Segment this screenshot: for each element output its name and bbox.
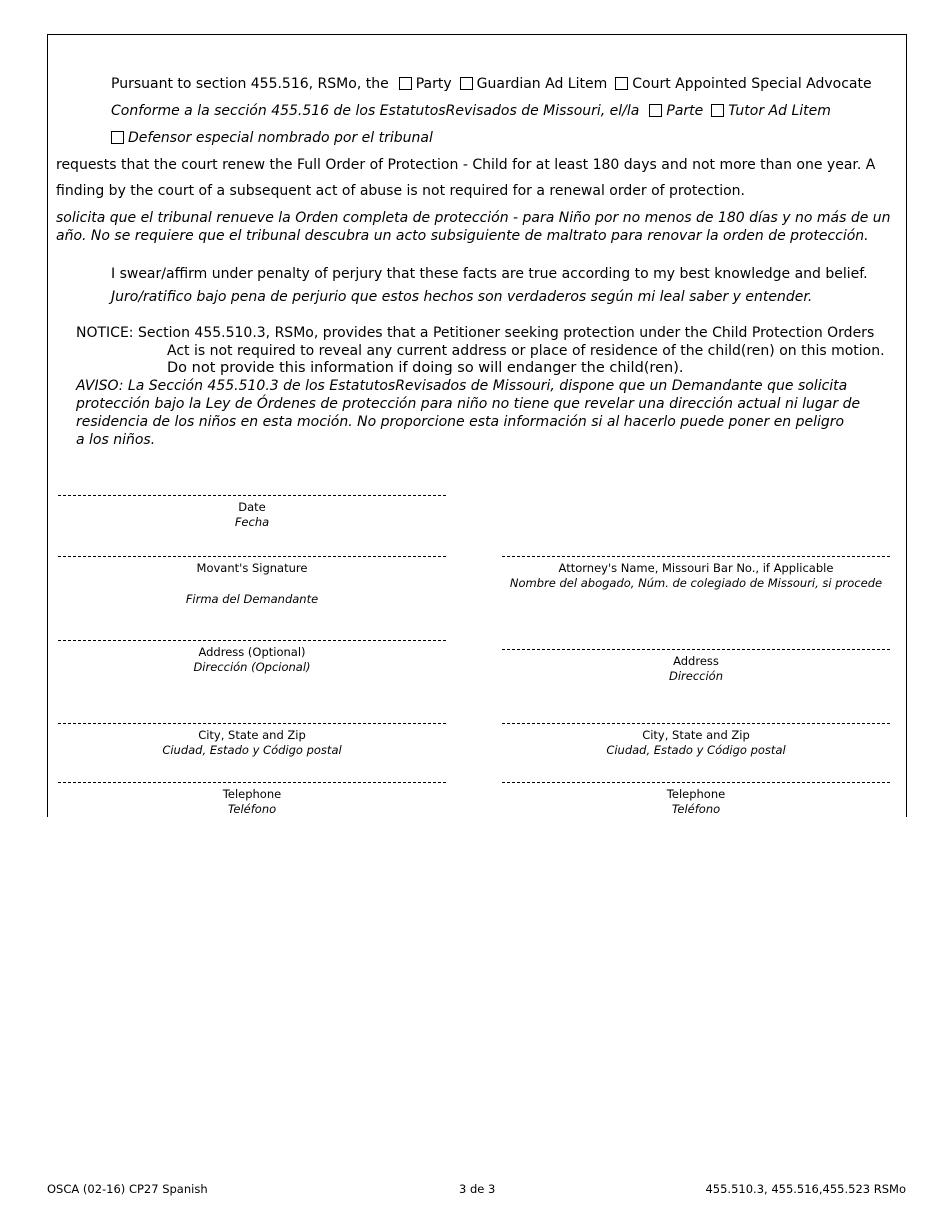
intro-es-line-2 <box>111 130 433 146</box>
movant-signature-label-es: Firma del Demandante <box>185 591 319 606</box>
defensor-label: Defensor especial nombrado por el tribunal <box>128 130 433 146</box>
telephone-right-label-es: Teléfono <box>671 801 721 816</box>
footer-page-number: 3 de 3 <box>459 1182 496 1196</box>
casa-label: Court Appointed Special Advocate <box>632 76 872 92</box>
notice-line-3: Do not provide this information if doing so will endanger the child(ren). <box>167 360 684 376</box>
telephone-left-field[interactable] <box>58 782 446 816</box>
party-label: Party <box>415 76 452 92</box>
footer-form-id: OSCA (02-16) CP27 Spanish <box>47 1182 208 1196</box>
party-checkbox[interactable] <box>399 77 412 90</box>
request-es-line-1: solicita que el tribunal renueve la Orden completa de protección - para Niño por no menos de 180 días y no más de un <box>56 210 891 226</box>
city-state-zip-right-field[interactable] <box>502 723 890 757</box>
guardian-ad-litem-label: Guardian Ad Litem <box>476 76 608 92</box>
notice-line-2: Act is not required to reveal any current address or place of residence of the child(ren) on this motion. <box>167 343 885 359</box>
aviso-line-4: a los niños. <box>76 432 156 448</box>
parte-checkbox[interactable] <box>649 104 662 117</box>
city-state-zip-right-label-es: Ciudad, Estado y Código postal <box>606 742 786 757</box>
request-en-line-2: finding by the court of a subsequent act of abuse is not required for a renewal order of protection. <box>56 183 745 199</box>
address-right-label: Address <box>673 654 719 668</box>
attorney-label: Attorney's Name, Missouri Bar No., if Applicable <box>558 561 834 575</box>
telephone-right-label: Telephone <box>666 787 726 801</box>
city-state-zip-left-label-es: Ciudad, Estado y Código postal <box>162 742 342 757</box>
aviso-line-2: protección bajo la Ley de Órdenes de protección para niño no tiene que revelar una dirección actual ni lugar de <box>76 396 861 412</box>
city-state-zip-right-label: City, State and Zip <box>642 728 750 742</box>
address-right-field[interactable] <box>502 649 890 683</box>
telephone-left-label: Telephone <box>222 787 282 801</box>
oath-es: Juro/ratifico bajo pena de perjurio que estos hechos son verdaderos según mi leal saber y entender. <box>111 289 813 305</box>
telephone-right-field[interactable] <box>502 782 890 816</box>
intro-es-line <box>111 103 831 119</box>
parte-label: Parte <box>666 103 704 119</box>
request-en-line-1: requests that the court renew the Full Order of Protection - Child for at least 180 days and not more than one year. A <box>56 157 876 173</box>
guardian-ad-litem-checkbox[interactable] <box>460 77 473 90</box>
date-field[interactable] <box>58 495 446 529</box>
notice-line-1: NOTICE: Section 455.510.3, RSMo, provides that a Petitioner seeking protection under the Child Protection Orders <box>76 325 875 341</box>
date-label: Date <box>238 500 266 514</box>
aviso-line-3: residencia de los niños en esta moción. No proporcione esta información si al hacerlo puede poner en peligro <box>76 414 845 430</box>
address-optional-field[interactable] <box>58 640 446 674</box>
defensor-checkbox[interactable] <box>111 131 124 144</box>
address-right-label-es: Dirección <box>668 668 724 683</box>
aviso-line-1: AVISO: La Sección 455.510.3 de los EstatutosRevisados de Missouri, dispone que un Demandante que solicita <box>76 378 848 394</box>
telephone-left-label-es: Teléfono <box>227 801 277 816</box>
movant-signature-field[interactable] <box>58 556 446 606</box>
date-label-es: Fecha <box>234 514 270 529</box>
footer-statutes: 455.510.3, 455.516,455.523 RSMo <box>705 1182 906 1196</box>
intro-en-line <box>111 76 872 92</box>
oath-en: I swear/affirm under penalty of perjury that these facts are true according to my best knowledge and belief. <box>111 266 868 282</box>
movant-signature-label: Movant's Signature <box>196 561 308 575</box>
attorney-label-es: Nombre del abogado, Núm. de colegiado de Missouri, si procede <box>509 575 883 590</box>
address-optional-label-es: Dirección (Opcional) <box>193 659 311 674</box>
city-state-zip-left-field[interactable] <box>58 723 446 757</box>
tutor-ad-litem-checkbox[interactable] <box>711 104 724 117</box>
city-state-zip-left-label: City, State and Zip <box>198 728 306 742</box>
tutor-ad-litem-label: Tutor Ad Litem <box>728 103 831 119</box>
intro-en-prefix: Pursuant to section 455.516, RSMo, the <box>111 76 389 92</box>
attorney-field[interactable] <box>502 556 890 590</box>
casa-checkbox[interactable] <box>615 77 628 90</box>
address-optional-label: Address (Optional) <box>198 645 306 659</box>
intro-es-prefix: Conforme a la sección 455.516 de los EstatutosRevisados de Missouri, el/la <box>111 103 640 119</box>
request-es-line-2: año. No se requiere que el tribunal descubra un acto subsiguiente de maltrato para renovar la orden de protección. <box>56 228 869 244</box>
